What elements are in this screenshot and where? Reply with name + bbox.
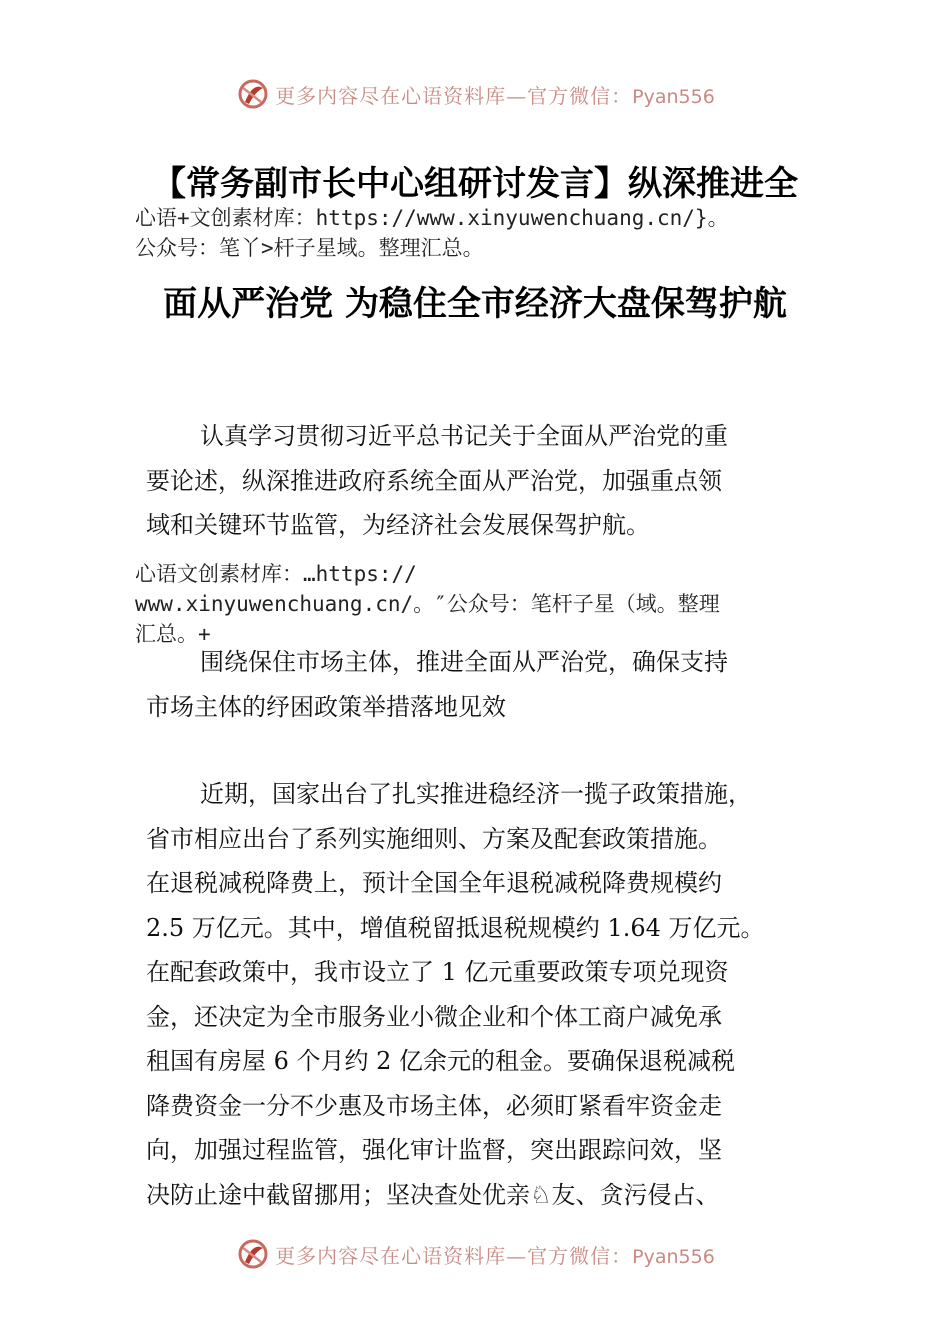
meta-mid-line-2: www.xinyuwenchuang.cn/。″公众号：笔杆子星（域。整理 bbox=[135, 592, 720, 616]
paragraph-line: 要论述，纵深推进政府系统全面从严治党，加强重点领 bbox=[146, 466, 722, 495]
paragraph-line: 2.5 万亿元。其中，增值税留抵退税规模约 1.64 万亿元。 bbox=[146, 913, 765, 942]
paragraph-line: 在退税减税降费上，预计全国全年退税减税降费规模约 bbox=[146, 869, 722, 897]
paragraph-line: 向，加强过程监管，强化审计监督，突出跟踪问效，坚 bbox=[146, 1136, 722, 1164]
heading-line: 围绕保住市场主体，推进全面从严治党，确保支持 bbox=[200, 648, 728, 676]
paragraph-line: 降费资金一分不少惠及市场主体，必须盯紧看牢资金走 bbox=[146, 1091, 722, 1120]
paragraph-line: 决防止途中截留挪用；坚决查处优亲♘友、贪污侵占、 bbox=[146, 1180, 720, 1209]
paragraph-line: 在配套政策中，我市设立了 1 亿元重要政策专项兑现资 bbox=[146, 958, 729, 986]
watermark-wechat-id: Pyan556 bbox=[632, 1245, 715, 1268]
paragraph-line: 域和关键环节监管，为经济社会发展保驾护航。 bbox=[146, 511, 650, 539]
document-title-line-2: 面从严治党 为稳住全市经济大盘保驾护航 bbox=[163, 284, 787, 324]
red-knot-logo-icon bbox=[235, 76, 271, 112]
intro-paragraph bbox=[146, 414, 826, 548]
meta-source-line-2: 公众号：笔丫>杆子星域。整理汇总。 bbox=[135, 236, 484, 260]
watermark-wechat-id: Pyan556 bbox=[632, 85, 715, 108]
document-title-line-1: 【常务副市长中心组研讨发言】纵深推进全 bbox=[152, 164, 798, 204]
section-heading bbox=[146, 640, 826, 729]
footer-watermark bbox=[0, 1232, 950, 1276]
paragraph-line: 近期，国家出台了扎实推进稳经济一揽子政策措施， bbox=[200, 780, 752, 808]
paragraph-line: 金，还决定为全市服务业小微企业和个体工商户减免承 bbox=[146, 1002, 722, 1031]
header-watermark bbox=[0, 72, 950, 116]
heading-line: 市场主体的纾困政策举措落地见效 bbox=[146, 692, 506, 721]
meta-mid-line-1: 心语文创素材库：…https:// bbox=[135, 562, 417, 586]
paragraph-line: 租国有房屋 6 个月约 2 亿余元的租金。要确保退税减税 bbox=[146, 1047, 736, 1075]
body-paragraph bbox=[146, 772, 826, 1217]
paragraph-line: 认真学习贯彻习近平总书记关于全面从严治党的重 bbox=[200, 422, 728, 450]
watermark-text: 更多内容尽在心语资料库—官方微信：Pyan556 bbox=[275, 1243, 715, 1268]
meta-mid-line-3: 汇总。+ bbox=[135, 622, 211, 646]
meta-source-line-1: 心语+文创素材库：https://www.xinyuwenchuang.cn/}。 bbox=[135, 206, 729, 230]
paragraph-line: 省市相应出台了系列实施细则、方案及配套政策措施。 bbox=[146, 824, 722, 853]
red-knot-logo-icon bbox=[235, 1236, 271, 1272]
watermark-text: 更多内容尽在心语资料库—官方微信：Pyan556 bbox=[275, 83, 715, 108]
